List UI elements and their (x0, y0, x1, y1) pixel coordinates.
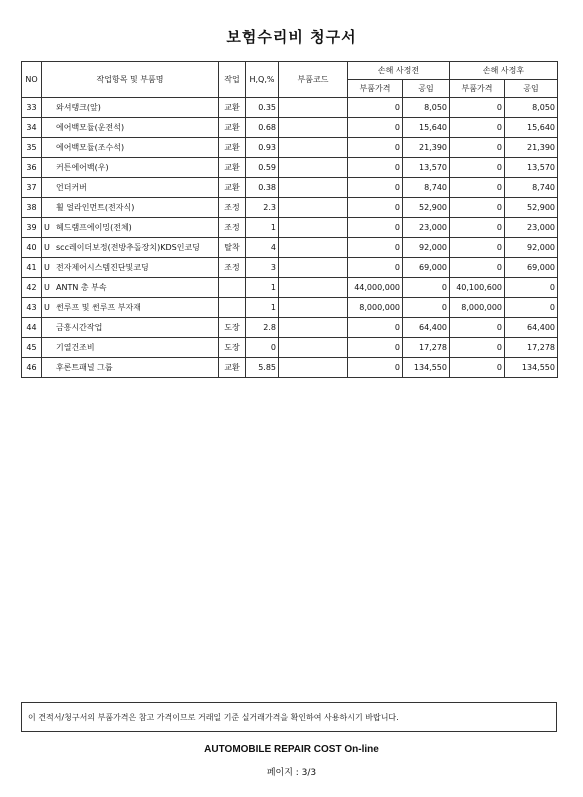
row-item-name (42, 138, 219, 158)
row-item-name (42, 318, 219, 338)
row-before-labor: 64,400 (403, 318, 450, 338)
row-before-part-price: 0 (348, 198, 403, 218)
row-before-part-price: 8,000,000 (348, 298, 403, 318)
row-hq: 0.38 (246, 178, 279, 198)
row-after-part-price: 0 (450, 138, 505, 158)
row-flag: U (44, 263, 50, 272)
row-no: 41 (22, 258, 42, 278)
row-after-part-price: 8,000,000 (450, 298, 505, 318)
row-after-labor: 13,570 (505, 158, 558, 178)
row-part-code (279, 258, 348, 278)
row-item-label: 에어백모듈(운전석) (56, 123, 125, 132)
row-part-code (279, 218, 348, 238)
row-before-labor: 8,740 (403, 178, 450, 198)
row-hq: 1 (246, 278, 279, 298)
row-part-code (279, 278, 348, 298)
row-before-part-price: 0 (348, 218, 403, 238)
header-before-labor: 공임 (403, 80, 450, 98)
table-row (22, 218, 558, 238)
row-after-labor: 8,050 (505, 98, 558, 118)
row-hq: 2.8 (246, 318, 279, 338)
row-before-part-price: 0 (348, 258, 403, 278)
row-hq: 1 (246, 298, 279, 318)
row-item-name (42, 358, 219, 378)
row-after-labor: 134,550 (505, 358, 558, 378)
row-part-code (279, 358, 348, 378)
row-part-code (279, 198, 348, 218)
row-before-labor: 52,900 (403, 198, 450, 218)
row-item-name (42, 158, 219, 178)
row-after-part-price: 0 (450, 318, 505, 338)
row-hq: 5.85 (246, 358, 279, 378)
table-row (22, 358, 558, 378)
row-part-code (279, 338, 348, 358)
row-before-part-price: 0 (348, 238, 403, 258)
row-work-type: 탈착 (219, 238, 246, 258)
row-work-type (219, 278, 246, 298)
row-work-type: 조정 (219, 198, 246, 218)
row-work-type: 교환 (219, 158, 246, 178)
row-item-name (42, 178, 219, 198)
row-after-part-price: 0 (450, 158, 505, 178)
row-after-part-price: 0 (450, 338, 505, 358)
document-title: 보험수리비 청구서 (226, 28, 357, 46)
row-before-part-price: 0 (348, 338, 403, 358)
row-part-code (279, 118, 348, 138)
row-before-labor: 17,278 (403, 338, 450, 358)
row-before-labor: 8,050 (403, 98, 450, 118)
row-before-part-price: 0 (348, 118, 403, 138)
row-no: 42 (22, 278, 42, 298)
row-item-name (42, 338, 219, 358)
row-no: 35 (22, 138, 42, 158)
row-after-part-price: 0 (450, 358, 505, 378)
row-after-labor: 0 (505, 278, 558, 298)
row-work-type: 조정 (219, 258, 246, 278)
header-hq: H,Q,% (246, 62, 279, 98)
row-item-label: 휠 얼라인먼트(전자식) (56, 203, 135, 212)
row-item-label: 후론트패널 그룹 (56, 363, 113, 372)
row-before-labor: 0 (403, 298, 450, 318)
row-no: 38 (22, 198, 42, 218)
row-item-name (42, 258, 219, 278)
row-after-labor: 23,000 (505, 218, 558, 238)
row-part-code (279, 98, 348, 118)
row-part-code (279, 158, 348, 178)
row-after-labor: 0 (505, 298, 558, 318)
row-hq: 2.3 (246, 198, 279, 218)
row-before-labor: 69,000 (403, 258, 450, 278)
row-no: 36 (22, 158, 42, 178)
header-after-labor: 공임 (505, 80, 558, 98)
row-no: 39 (22, 218, 42, 238)
header-item: 작업항목 및 부품명 (42, 62, 219, 98)
row-before-labor: 134,550 (403, 358, 450, 378)
row-item-label: scc레이더보정(전방추돌장치)KDS인코딩 (56, 243, 200, 252)
row-item-name (42, 278, 219, 298)
row-before-part-price: 0 (348, 358, 403, 378)
row-work-type: 조정 (219, 218, 246, 238)
table-row (22, 338, 558, 358)
row-item-label: 언더커버 (56, 183, 87, 192)
row-before-part-price: 44,000,000 (348, 278, 403, 298)
row-before-labor: 0 (403, 278, 450, 298)
row-item-name (42, 238, 219, 258)
header-part-code: 부품코드 (279, 62, 348, 98)
row-before-labor: 21,390 (403, 138, 450, 158)
row-hq: 4 (246, 238, 279, 258)
row-item-name (42, 218, 219, 238)
row-hq: 1 (246, 218, 279, 238)
row-item-label: 헤드램프에이밍(전체) (56, 223, 132, 232)
footer-brand: AUTOMOBILE REPAIR COST On-line (204, 744, 379, 755)
table-row (22, 298, 558, 318)
row-before-labor: 92,000 (403, 238, 450, 258)
row-item-name (42, 118, 219, 138)
row-after-labor: 69,000 (505, 258, 558, 278)
row-no: 40 (22, 238, 42, 258)
table-row (22, 158, 558, 178)
row-item-label: 전자제어시스템진단및코딩 (56, 263, 149, 272)
row-before-part-price: 0 (348, 158, 403, 178)
row-item-name (42, 198, 219, 218)
row-hq: 0.35 (246, 98, 279, 118)
page-number: 페이지 : 3/3 (266, 768, 317, 778)
row-after-labor: 64,400 (505, 318, 558, 338)
table-row (22, 318, 558, 338)
row-work-type: 교환 (219, 358, 246, 378)
table-row (22, 98, 558, 118)
row-after-labor: 52,900 (505, 198, 558, 218)
row-item-label: ANTN 총 부속 (56, 283, 107, 292)
row-hq: 0.68 (246, 118, 279, 138)
row-item-name (42, 298, 219, 318)
row-hq: 3 (246, 258, 279, 278)
row-item-label: 썬루프 및 썬루프 부자재 (56, 303, 141, 312)
row-after-part-price: 0 (450, 178, 505, 198)
row-after-part-price: 0 (450, 98, 505, 118)
header-no: NO (22, 62, 42, 98)
header-before-assessment: 손해 사정전 (348, 62, 450, 80)
row-after-labor: 8,740 (505, 178, 558, 198)
row-part-code (279, 238, 348, 258)
row-part-code (279, 178, 348, 198)
row-item-label: 기열건조비 (56, 343, 95, 352)
header-before-part-price: 부품가격 (348, 80, 403, 98)
row-after-labor: 17,278 (505, 338, 558, 358)
header-work: 작업 (219, 62, 246, 98)
header-after-assessment: 손해 사정후 (450, 62, 558, 80)
table-row (22, 138, 558, 158)
header-after-part-price: 부품가격 (450, 80, 505, 98)
table-row (22, 178, 558, 198)
row-work-type (219, 298, 246, 318)
row-item-label: 에어백모듈(조수석) (56, 143, 125, 152)
table-row (22, 198, 558, 218)
row-flag: U (44, 223, 50, 232)
repair-cost-table (21, 61, 558, 378)
disclaimer-note: 이 견적서/청구서의 부품가격은 참고 가격이므로 거래일 기준 실거래가격을 확인하여 사용하시기 바랍니다. (21, 702, 557, 732)
row-after-labor: 15,640 (505, 118, 558, 138)
row-after-part-price: 40,100,600 (450, 278, 505, 298)
row-after-part-price: 0 (450, 218, 505, 238)
row-before-part-price: 0 (348, 98, 403, 118)
row-no: 37 (22, 178, 42, 198)
row-after-labor: 21,390 (505, 138, 558, 158)
row-after-part-price: 0 (450, 258, 505, 278)
row-hq: 0 (246, 338, 279, 358)
table-row (22, 118, 558, 138)
row-no: 45 (22, 338, 42, 358)
row-work-type: 도장 (219, 318, 246, 338)
row-before-labor: 15,640 (403, 118, 450, 138)
row-after-part-price: 0 (450, 198, 505, 218)
row-before-labor: 23,000 (403, 218, 450, 238)
row-item-label: 와셔탱크(앞) (56, 103, 101, 112)
row-flag: U (44, 243, 50, 252)
row-no: 46 (22, 358, 42, 378)
table-row (22, 278, 558, 298)
row-hq: 0.59 (246, 158, 279, 178)
row-flag: U (44, 303, 50, 312)
row-before-part-price: 0 (348, 318, 403, 338)
row-work-type: 교환 (219, 138, 246, 158)
row-item-name (42, 98, 219, 118)
table-row (22, 258, 558, 278)
row-work-type: 교환 (219, 178, 246, 198)
row-after-part-price: 0 (450, 238, 505, 258)
row-before-part-price: 0 (348, 178, 403, 198)
table-row (22, 238, 558, 258)
row-no: 43 (22, 298, 42, 318)
row-part-code (279, 298, 348, 318)
row-work-type: 도장 (219, 338, 246, 358)
row-work-type: 교환 (219, 98, 246, 118)
row-item-label: 커튼에어백(우) (56, 163, 109, 172)
row-no: 34 (22, 118, 42, 138)
row-no: 44 (22, 318, 42, 338)
row-after-labor: 92,000 (505, 238, 558, 258)
row-part-code (279, 318, 348, 338)
row-item-label: 금흥시간작업 (56, 323, 103, 332)
row-after-part-price: 0 (450, 118, 505, 138)
row-no: 33 (22, 98, 42, 118)
row-flag: U (44, 283, 50, 292)
row-before-labor: 13,570 (403, 158, 450, 178)
row-before-part-price: 0 (348, 138, 403, 158)
row-hq: 0.93 (246, 138, 279, 158)
row-work-type: 교환 (219, 118, 246, 138)
row-part-code (279, 138, 348, 158)
